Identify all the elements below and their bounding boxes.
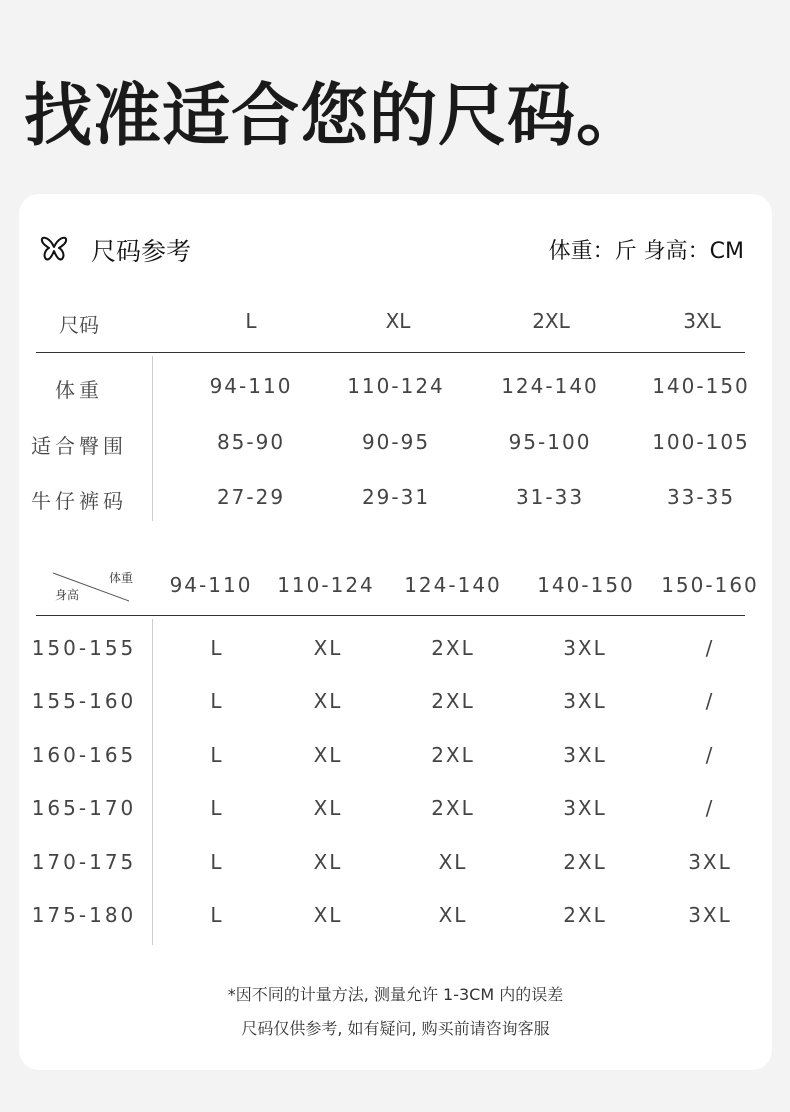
table1-row-label: 牛仔裤码 <box>31 489 127 513</box>
table2-cell: 2XL <box>431 636 475 660</box>
table2-corner-header <box>51 567 133 603</box>
table2-cell: XL <box>313 903 343 927</box>
table1-row-label: 体重 <box>55 378 103 402</box>
table1-col-header: L <box>245 309 257 333</box>
table1-col-header: XL <box>385 309 411 333</box>
table2-cell: XL <box>313 850 343 874</box>
table1-cell: 124-140 <box>501 374 599 398</box>
table2-cell: / <box>705 689 715 713</box>
card-heading: 尺码参考 <box>91 237 192 266</box>
table1-cell: 110-124 <box>347 374 445 398</box>
table2-col-header: 110-124 <box>277 573 375 597</box>
table2-cell: L <box>210 796 224 820</box>
table2-cell: L <box>210 850 224 874</box>
table2-cell: 3XL <box>563 743 607 767</box>
table2-row-label: 170-175 <box>31 850 137 874</box>
table2-row-label: 165-170 <box>31 796 137 820</box>
table2-row-label: 155-160 <box>31 689 137 713</box>
corner-weight-label: 体重 <box>108 571 133 585</box>
table2-cell: 3XL <box>688 850 732 874</box>
table2-cell: XL <box>313 689 343 713</box>
table2-col-header: 94-110 <box>169 573 253 597</box>
table2-cell: XL <box>438 850 468 874</box>
table1-header-label: 尺码 <box>59 313 99 337</box>
table1-cell: 85-90 <box>216 430 286 454</box>
table2-cell: 2XL <box>431 796 475 820</box>
table2-cell: L <box>210 636 224 660</box>
table1-row-label: 适合臀围 <box>31 434 127 458</box>
table2-cell: XL <box>313 796 343 820</box>
table2-vertical-divider <box>152 619 153 945</box>
table2-divider <box>36 615 745 616</box>
table2-cell: 2XL <box>563 903 607 927</box>
table2-row-label: 175-180 <box>31 903 137 927</box>
table2-col-header: 150-160 <box>661 573 759 597</box>
table1-vertical-divider <box>152 356 153 521</box>
table1-cell: 100-105 <box>652 430 750 454</box>
page-title: 找准适合您的尺码。 <box>24 77 646 156</box>
table2-cell: L <box>210 903 224 927</box>
table1-cell: 90-95 <box>361 430 431 454</box>
table1-cell: 29-31 <box>361 485 431 509</box>
table2-cell: 3XL <box>563 796 607 820</box>
table2-cell: L <box>210 743 224 767</box>
table1-cell: 27-29 <box>216 485 286 509</box>
table1-cell: 94-110 <box>209 374 293 398</box>
table1-cell: 95-100 <box>508 430 592 454</box>
measurement-note: *因不同的计量方法, 测量允许 1-3CM 内的误差 <box>227 985 564 1004</box>
table2-cell: / <box>705 796 715 820</box>
table2-row-label: 160-165 <box>31 743 137 767</box>
table2-col-header: 140-150 <box>537 573 635 597</box>
table2-cell: 3XL <box>563 636 607 660</box>
table2-row-label: 150-155 <box>31 636 137 660</box>
corner-height-label: 身高 <box>55 588 80 602</box>
table2-cell: 2XL <box>431 743 475 767</box>
units-label: 体重：斤 身高：CM <box>548 239 744 264</box>
table1-cell: 31-33 <box>515 485 585 509</box>
table1-divider <box>36 352 745 353</box>
table2-cell: XL <box>313 743 343 767</box>
table2-cell: 2XL <box>563 850 607 874</box>
table1-col-header: 2XL <box>532 309 570 333</box>
table2-cell: 2XL <box>431 689 475 713</box>
table1-cell: 33-35 <box>666 485 736 509</box>
table2-cell: XL <box>313 636 343 660</box>
table2-cell: / <box>705 636 715 660</box>
table1-col-header: 3XL <box>683 309 721 333</box>
size-card <box>19 194 772 1070</box>
table2-cell: XL <box>438 903 468 927</box>
reference-note: 尺码仅供参考, 如有疑问, 购买前请咨询客服 <box>241 1019 550 1038</box>
butterfly-icon <box>39 234 69 264</box>
table2-cell: 3XL <box>563 689 607 713</box>
table2-cell: L <box>210 689 224 713</box>
table2-cell: 3XL <box>688 903 732 927</box>
table1-cell: 140-150 <box>652 374 750 398</box>
table2-col-header: 124-140 <box>404 573 502 597</box>
table2-cell: / <box>705 743 715 767</box>
